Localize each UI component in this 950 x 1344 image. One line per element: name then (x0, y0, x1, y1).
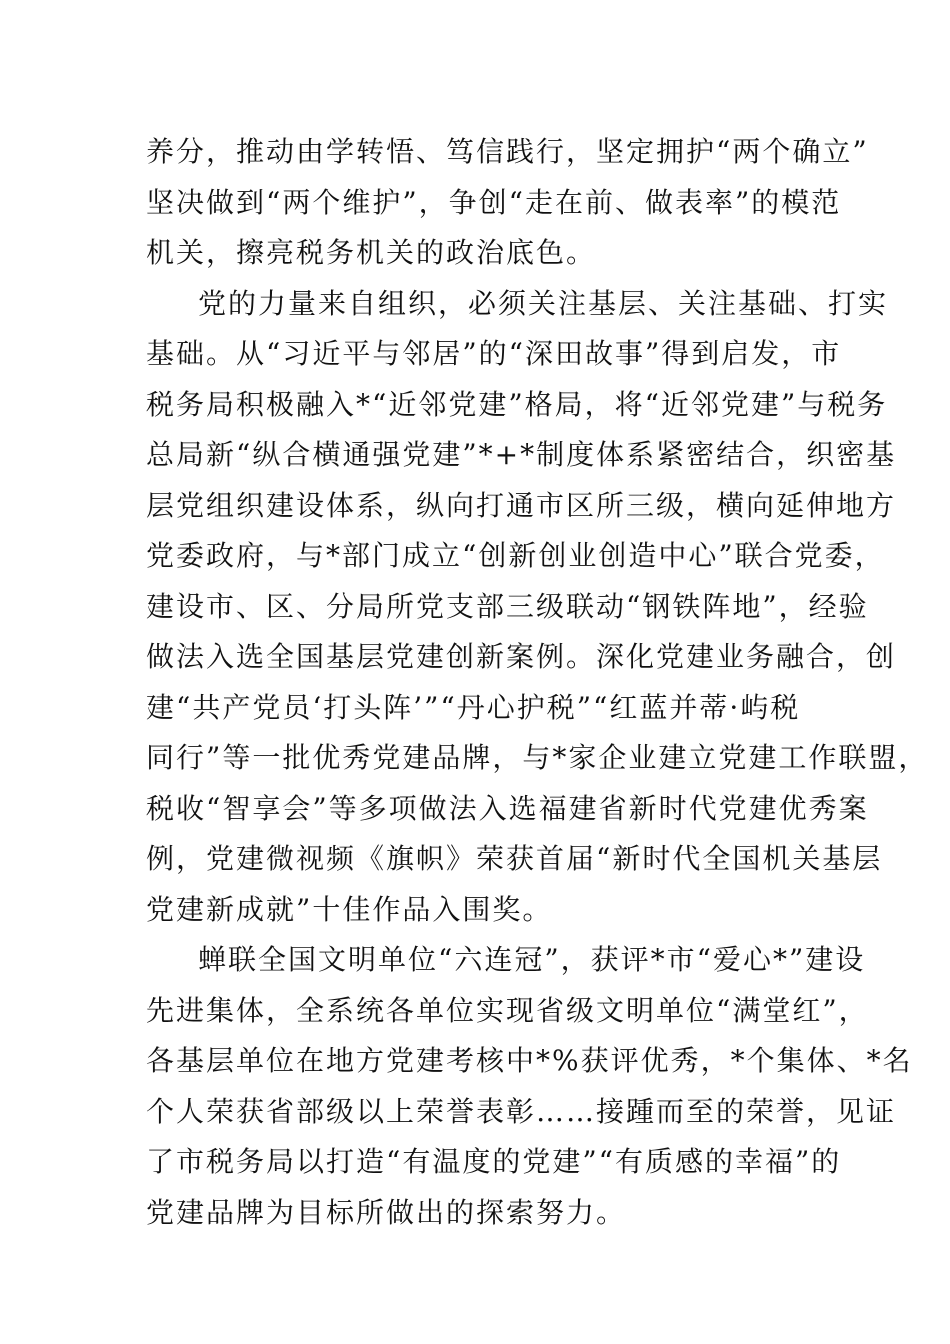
text-line: 党建品牌为目标所做出的探索努力。 (146, 1195, 627, 1229)
paragraph-start-line: 蝉联全国文明单位“六连冠”，获评*市“爱心*”建设 (198, 943, 866, 976)
text-line: 税收“智享会”等多项做法入选福建省新时代党建优秀案 (146, 791, 869, 825)
text-line: 层党组织建设体系，纵向打通市区所三级，横向延伸地方 (146, 488, 897, 522)
text-line: 党委政府，与*部门成立“创新创业创造中心”联合党委， (146, 539, 885, 572)
text-line: 例，党建微视频《旗帜》荣获首届“新时代全国机关基层 (146, 842, 883, 875)
text-line: 了市税务局以打造“有温度的党建”“有质感的幸福”的 (146, 1145, 842, 1178)
text-line: 同行”等一批优秀党建品牌，与*家企业建立党建工作联盟， (146, 741, 929, 774)
text-line: 做法入选全国基层党建创新案例。深化党建业务融合，创 (146, 640, 897, 673)
text-line: 机关，擦亮税务机关的政治底色。 (146, 236, 597, 269)
text-line: 各基层单位在地方党建考核中*%获评优秀，*个集体、*名 (146, 1044, 913, 1077)
text-line: 先进集体，全系统各单位实现省级文明单位“满堂红”， (146, 993, 869, 1027)
document-body (146, 127, 929, 1238)
text-line: 党建新成就”十佳作品入围奖。 (146, 892, 553, 926)
text-line: 养分，推动由学转悟、笃信践行，坚定拥护“两个确立” (146, 135, 869, 168)
text-line: 个人荣获省部级以上荣誉表彰……接踵而至的荣誉，见证 (146, 1094, 897, 1128)
text-line: 建“共产党员‘打头阵’”“丹心护税”“红蓝并蒂·屿税 (146, 690, 801, 724)
text-line: 基础。从“习近平与邻居”的“深田故事”得到启发，市 (146, 337, 842, 370)
text-line: 税务局积极融入*“近邻党建”格局，将“近邻党建”与税务 (146, 387, 888, 421)
paragraph-start-line: 党的力量来自组织，必须关注基层、关注基础、打实 (198, 286, 889, 320)
text-line: 坚决做到“两个维护”，争创“走在前、做表率”的模范 (146, 185, 842, 219)
text-line: 总局新“纵合横通强党建”*+*制度体系紧密结合，织密基 (146, 438, 897, 471)
text-line: 建设市、区、分局所党支部三级联动“钢铁阵地”，经验 (146, 589, 869, 623)
